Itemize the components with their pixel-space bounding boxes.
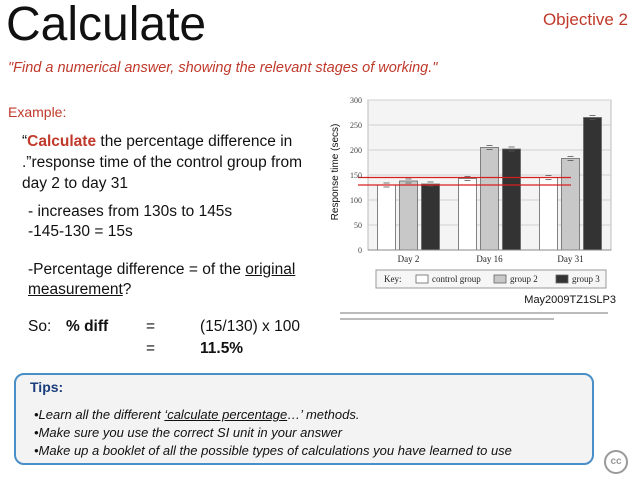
- pct-suffix: ?: [122, 281, 132, 298]
- bar-1-2: [562, 159, 580, 251]
- working-step-1: - increases from 130s to 145s: [28, 203, 233, 220]
- bar-0-1: [459, 179, 477, 251]
- x-tick-label: Day 2: [397, 254, 420, 264]
- y-axis-label: Response time (secs): [330, 123, 341, 221]
- definition-quote: "Find a numerical answer, showing the relevant stages of working.": [8, 60, 438, 76]
- source-caption: [340, 312, 608, 334]
- example-label: Example:: [8, 104, 67, 120]
- tip-2: •Make sure you use the correct SI unit in your answer: [34, 425, 343, 440]
- pct-original: original: [245, 261, 296, 278]
- legend-label-2: group 3: [572, 274, 600, 284]
- calculate-keyword: Calculate: [27, 133, 97, 150]
- bar-2-1: [503, 149, 521, 250]
- result: 11.5%: [200, 340, 244, 357]
- example-question: “Calculate the percentage difference in .”response time of the control group from day 2 to day 31: [22, 133, 302, 192]
- so-label: So:: [28, 318, 52, 335]
- tips-title: Tips:: [30, 379, 64, 395]
- bar-0-2: [540, 178, 558, 251]
- y-tick-label: 50: [354, 221, 362, 230]
- y-tick-label: 150: [350, 171, 362, 180]
- tips-box: [14, 373, 594, 465]
- bar-2-2: [584, 118, 602, 251]
- formula: (15/130) x 100: [200, 318, 300, 335]
- y-tick-label: 100: [350, 196, 362, 205]
- x-tick-label: Day 16: [476, 254, 503, 264]
- percentage-formula-note: [28, 260, 318, 300]
- bar-1-1: [481, 148, 499, 251]
- legend-swatch-0: [416, 275, 428, 283]
- y-tick-label: 250: [350, 121, 362, 130]
- y-tick-label: 200: [350, 146, 362, 155]
- y-tick-label: 0: [358, 246, 362, 255]
- response-time-chart: [326, 92, 616, 292]
- bar-0-0: [378, 185, 396, 250]
- equals-sign-2: =: [146, 340, 156, 357]
- bar-2-0: [422, 184, 440, 250]
- legend-swatch-2: [556, 275, 568, 283]
- working-step-2: -145-130 = 15s: [28, 223, 133, 240]
- reference-code: May2009TZ1SLP3: [524, 294, 616, 306]
- pct-measurement: measurement: [28, 281, 123, 298]
- legend-label-0: control group: [432, 274, 481, 284]
- x-tick-label: Day 31: [557, 254, 584, 264]
- tip-3: •Make up a booklet of all the possible types of calculations you have learned to use: [34, 443, 512, 458]
- legend-label-1: group 2: [510, 274, 538, 284]
- bar-1-0: [400, 181, 418, 250]
- tip-1-underlined: ‘calculate percentage: [164, 407, 288, 422]
- page-title: Calculate: [6, 0, 207, 51]
- y-tick-label: 300: [350, 96, 362, 105]
- legend-key-label: Key:: [384, 274, 402, 284]
- creative-commons-icon: cc: [604, 450, 628, 474]
- legend-swatch-1: [494, 275, 506, 283]
- tip-1-post: …’ methods.: [287, 407, 360, 422]
- pct-diff-label: % diff: [66, 318, 109, 335]
- tip-1-pre: •Learn all the different: [34, 407, 165, 422]
- equals-sign-1: =: [146, 318, 156, 335]
- tip-1: [34, 407, 359, 422]
- question-text: the percentage difference in .”response time of the control group from day 2 to day 31: [22, 133, 302, 192]
- chart-legend: [376, 270, 606, 288]
- pct-prefix: -Percentage difference = of the: [28, 261, 246, 278]
- objective-label: Objective 2: [542, 10, 628, 29]
